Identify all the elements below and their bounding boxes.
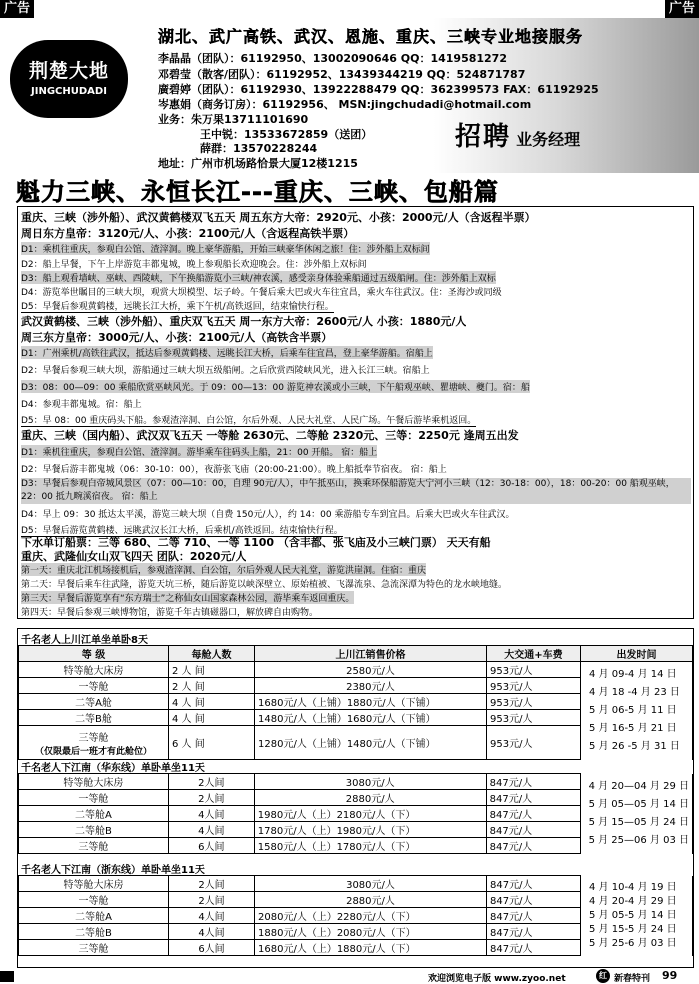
cabin-class: 特等舱大床房 <box>19 876 169 892</box>
cabin-size: 4人间 <box>168 806 254 822</box>
table-row <box>19 662 693 678</box>
day-line: D5：早餐后参观黄鹤楼，远眺长江大桥，乘下午机/高铁返回，结束愉快行程。 <box>21 299 334 313</box>
cabin-class-cell <box>19 726 169 760</box>
day-line: D2：早餐后参观三峡大坝，游船通过三峡大坝五级船闸。之后欣赏西陵峡风光，进入长江三峡。宿船上 <box>21 366 430 376</box>
departure-date: 4 月 09-4 月 14 日 <box>589 668 677 680</box>
departure-date: 5 月 15-5 月 24 日 <box>589 923 677 935</box>
cabin-price: 1780元/人（上）1980元/人（下） <box>254 822 486 838</box>
price-table-1 <box>18 645 693 760</box>
day-line: 第三天：早餐后游览享有“东方瑞士”之称仙女山国家森林公园，游毕乘车返回重庆。 <box>21 591 354 604</box>
route-title: 重庆、三峡（涉外船）、武汉黄鹤楼双飞五天 周五东方大帝：2920元、小孩：2000元/人（含返程半票） <box>21 211 536 224</box>
day-line: D1：乘机往重庆，参观白公馆、渣滓洞。晚上豪华游船，开始三峡豪华休闲之旅！住：涉外船上双标间 <box>21 242 430 255</box>
transport-fee: 847元/人 <box>486 806 580 822</box>
day-line: D3：船上观看墙峡、巫峡、西陵峡，下午换船游览小三峡/神农溪，感受亲身体验乘船通过五级船闸。住：涉外船上双标 <box>21 271 496 284</box>
cabin-size: 4人间 <box>169 924 255 940</box>
day-line: D2：船上早餐，下午上岸游览丰都鬼城，晚上参观船长欢迎晚会。住：涉外船上双标间 <box>21 260 367 270</box>
page-footer <box>0 969 699 984</box>
recruit-position: 业务经理 <box>516 130 581 149</box>
route-title: 重庆、三峡（国内船）、武汉双飞五天 一等舱 2630元、二等舱 2320元、三等：2250元 逢周五出发 <box>21 429 519 442</box>
departure-dates <box>581 662 693 760</box>
cabin-price: 1880元/人（上）2080元/人（下） <box>255 924 487 940</box>
price-table-3 <box>18 875 693 956</box>
footer-marker <box>0 971 14 982</box>
cabin-class: 一等舱 <box>19 892 169 908</box>
transport-fee: 847元/人 <box>487 876 581 892</box>
day-line: 第四天：早餐后参观三峡博物馆，游览千年古镇磁器口，解放碑自由购物。 <box>21 608 319 618</box>
price-table-2 <box>18 773 693 854</box>
contact-line: 王中锐：13533672859（送团） <box>200 128 373 141</box>
cabin-price: 1480元/人（上铺）1680元/人（下铺） <box>255 710 487 726</box>
departure-date: 5 月 05—05 月 14 日 <box>588 798 689 810</box>
cabin-class: 二等B舱 <box>19 710 169 726</box>
transport-fee: 953元/人 <box>487 694 581 710</box>
agency-tagline: 湖北、武广高铁、武汉、恩施、重庆、三峡专业地接服务 <box>158 27 584 46</box>
cabin-price: 1680元/人（上铺）1880元/人（下铺） <box>255 694 487 710</box>
departure-date: 5 月 05-5 月 14 日 <box>589 909 677 921</box>
cabin-note: （仅限最后一班才有此舱位） <box>34 746 152 757</box>
contact-line: 业务：朱万果13711101690 <box>158 113 309 126</box>
table-title: 千名老人上川江单坐单卧8天 <box>21 635 148 646</box>
cabin-price: 1280元/人（上铺）1480元/人（下铺） <box>255 726 487 760</box>
cabin-size: 6人间 <box>169 940 255 956</box>
cabin-class: 二等舱B <box>19 822 169 838</box>
departure-date: 4 月 20—04 月 29 日 <box>588 780 689 792</box>
cabin-class: 二等舱A <box>19 806 169 822</box>
cabin-class: 二等舱B <box>19 924 169 940</box>
table-header-row <box>19 646 693 662</box>
cabin-price: 2880元/人 <box>255 892 487 908</box>
route-price: 周三东方皇帝：3000元/人、小孩：2100元/人（高铁含半票） <box>21 331 333 344</box>
cabin-size: 2人间 <box>168 774 254 790</box>
header-cell: 出发时间 <box>581 646 693 662</box>
cabin-price: 2080元/人（上）2280元/人（下） <box>255 908 487 924</box>
cabin-price: 1680元/人（上）1880元/人（下） <box>255 940 487 956</box>
header-cell: 等 级 <box>19 646 169 662</box>
transport-fee: 847元/人 <box>487 940 581 956</box>
table-row <box>19 774 693 790</box>
cabin-size: 2 人 间 <box>169 678 255 694</box>
cabin-price: 2880元/人 <box>254 790 486 806</box>
cabin-size: 4人间 <box>169 908 255 924</box>
cabin-price: 2580元/人 <box>255 662 487 678</box>
contact-line: 薛群：13570228244 <box>200 142 318 155</box>
departure-date: 4 月 20-4 月 29 日 <box>589 895 677 907</box>
transport-fee: 953元/人 <box>487 710 581 726</box>
header-cell: 大交通+车费 <box>487 646 581 662</box>
cabin-class: 三等舱 <box>19 838 169 854</box>
transport-fee: 847元/人 <box>486 838 580 854</box>
header-cell: 每舱人数 <box>169 646 255 662</box>
recruitment-banner <box>455 116 580 153</box>
day-line: D1：广州乘机/高铁往武汉，抵达后参观黄鹤楼、远眺长江大桥，后乘车往宜昌，登上豪华游船。宿船上 <box>21 346 433 359</box>
cabin-price: 2380元/人 <box>255 678 487 694</box>
contact-address: 地址：广州市机场路恰景大厦12楼1215 <box>158 157 358 170</box>
contact-line: 李晶晶（团队）：61192950、13002090646 QQ：1419581272 <box>158 52 507 65</box>
contact-line: 邓碧莹（散客/团队）：61192952、13439344219 QQ：524871787 <box>158 68 526 81</box>
departure-dates <box>581 876 693 956</box>
departure-date: 5 月 25—06 月 03 日 <box>588 834 689 846</box>
day-line: D3：08：00—09：00 乘船欣赏巫峡风光。于 09：00—13：00 游览神农溪或小三峡，下午船观巫峡、瞿塘峡、夔门。宿：船 <box>21 380 530 393</box>
cabin-size: 4人间 <box>168 822 254 838</box>
cabin-size: 6人间 <box>168 838 254 854</box>
page-headline: 魁力三峡、永恒长江---重庆、三峡、包船篇 <box>16 178 499 206</box>
cabin-price: 3080元/人 <box>254 774 486 790</box>
departure-date: 4 月 10-4 月 19 日 <box>589 881 677 893</box>
cabin-class: 一等舱 <box>19 678 169 694</box>
cabin-size: 4 人 间 <box>169 694 255 710</box>
cabin-class: 特等舱大床房 <box>19 662 169 678</box>
cabin-size: 2人间 <box>168 790 254 806</box>
logo-chinese: 荆楚大地 <box>28 60 109 82</box>
day-line: D2：早餐后游丰都鬼城（06：30-10：00），夜游张飞庙（20:00-21:00）。晚上船抵奉节宿夜。 宿：船上 <box>21 465 447 475</box>
contact-line: 廣碧婷（团队）：61192930、13922288479 QQ：362399573 FAX：61192925 <box>158 83 599 96</box>
day-line: D5：早 08：00 重庆码头下船。参观渣滓洞、白公馆，尔后外观、人民大礼堂、人民广场。午餐后游毕乘机返回。 <box>21 413 476 427</box>
ad-label-left: 广告 <box>0 0 34 18</box>
cabin-class: 二等舱A <box>19 908 169 924</box>
cabin-price: 1980元/人（上）2180元/人（下） <box>254 806 486 822</box>
footer-website: 欢迎浏览电子版 www.zyoo.net <box>428 974 566 984</box>
ad-label-right: 广告 <box>665 0 699 18</box>
day-line: D4：早上 09：30 抵达太平溪，游览三峡大坝（自费 150元/人），约 14：00 乘游船专车到宜昌。后乘大巴或火车往武汉。 <box>21 510 515 520</box>
transport-fee: 847元/人 <box>487 892 581 908</box>
day-line: D5：早餐后游览黄鹤楼、远眺武汉长江大桥，后乘机/高铁返回。结束愉快行程。 <box>21 523 343 537</box>
table-row <box>19 876 693 892</box>
transport-fee: 847元/人 <box>486 774 580 790</box>
cabin-class: 二等A舱 <box>19 694 169 710</box>
departure-date: 4 月 18 -4 月 23 日 <box>589 686 680 698</box>
recruit-title: 招聘 <box>455 122 512 152</box>
day-line: D1：乘机往重庆，参观白公馆、渣滓洞。游毕乘车往码头上船，21：00 开船。 宿：船上 <box>21 445 377 458</box>
cabin-price: 3080元/人 <box>255 876 487 892</box>
day-line: 第一天：重庆北江机场接机后，参观渣滓洞、白公馆，尔后外观人民大礼堂，游览洪崖洞。住宿：重庆 <box>21 563 426 576</box>
transport-fee: 847元/人 <box>487 924 581 940</box>
header-cell: 上川江销售价格 <box>255 646 487 662</box>
cabin-size: 2人间 <box>169 892 255 908</box>
departure-date: 5 月 06-5 月 11 日 <box>589 704 677 716</box>
transport-fee: 953元/人 <box>487 662 581 678</box>
cabin-class: 三等舱 <box>19 940 169 956</box>
page-number: 99 <box>662 969 678 982</box>
footer-issue: 新春特刊 <box>614 974 651 984</box>
transport-fee: 953元/人 <box>487 678 581 694</box>
agency-header <box>0 18 699 173</box>
day-line: D4：参观丰都鬼城。宿：船上 <box>21 400 142 410</box>
table-title: 千名老人下江南（浙东线）单卧单坐11天 <box>21 865 205 876</box>
price-tables <box>17 628 694 968</box>
departure-dates <box>580 774 692 854</box>
day-line: 第二天：早餐后乘车往武隆，游览天坑三桥，随后游览以峡深壁立、原始植被、飞瀑流泉、急流深潭为特色的龙水峡地缝。 <box>21 580 508 590</box>
cabin-class: 一等舱 <box>19 790 169 806</box>
footer-badge-icon: 红 <box>596 969 610 983</box>
transport-fee: 847元/人 <box>487 908 581 924</box>
transport-fee: 847元/人 <box>486 822 580 838</box>
contact-line: 岑惠娟（商务订房）：61192956、 MSN:jingchudadi@hotmail.com <box>158 98 532 111</box>
route-title: 武汉黄鹤楼、三峡（涉外船）、重庆双飞五天 周一东方大帝：2600元/人 小孩：1880元/人 <box>21 315 467 328</box>
table-title: 千名老人下江南（华东线）单卧单坐11天 <box>21 763 205 774</box>
departure-date: 5 月 26 -5 月 31 日 <box>589 740 680 752</box>
departure-date: 5 月 16-5 月 21 日 <box>589 722 677 734</box>
cabin-size: 2 人 间 <box>169 662 255 678</box>
cabin-price: 1580元/人（上）1780元/人（下） <box>254 838 486 854</box>
transport-fee: 847元/人 <box>486 790 580 806</box>
transport-fee: 953元/人 <box>487 726 581 760</box>
cabin-class: 三等舱 <box>78 732 109 744</box>
cabin-size: 2人间 <box>169 876 255 892</box>
day-line: D4：游览举世瞩目的三峡大坝，观赏大坝模型、坛子岭。午餐后乘大巴或火车往宜昌，乘火车往武汉。住：圣海沙或同级 <box>21 288 502 298</box>
cabin-class: 特等舱大床房 <box>19 774 169 790</box>
departure-date: 5 月 15—05 月 24 日 <box>588 816 689 828</box>
itinerary-box <box>17 206 694 619</box>
ticket-line: 下水单订船票：三等 680、二等 710、一等 1100 （含丰都、张飞庙及小三峡门票） 天天有船 <box>21 536 491 549</box>
cabin-size: 6 人 间 <box>169 726 255 760</box>
cabin-size: 4 人 间 <box>169 710 255 726</box>
logo-english: JINGCHUDADI <box>31 86 107 97</box>
day-line: D3：早餐后参观白帝城风景区（07：00—10：00，自理 90元/人），中午抵巫山，换乘环保船游览大宁河小三峡（12：30-18：00），18：00-20：00 船观巫峡，22：00 抵九畹溪宿夜。 宿：船上 <box>21 478 691 504</box>
agency-logo <box>10 40 128 118</box>
route-title: 重庆、武隆仙女山双飞四天 团队：2020元/人 <box>21 550 247 563</box>
route-price: 周日东方皇帝：3120元/人、小孩：2100元/人（含返程高铁半票） <box>21 227 355 240</box>
departure-date: 5 月 25-6 月 03 日 <box>589 937 677 949</box>
